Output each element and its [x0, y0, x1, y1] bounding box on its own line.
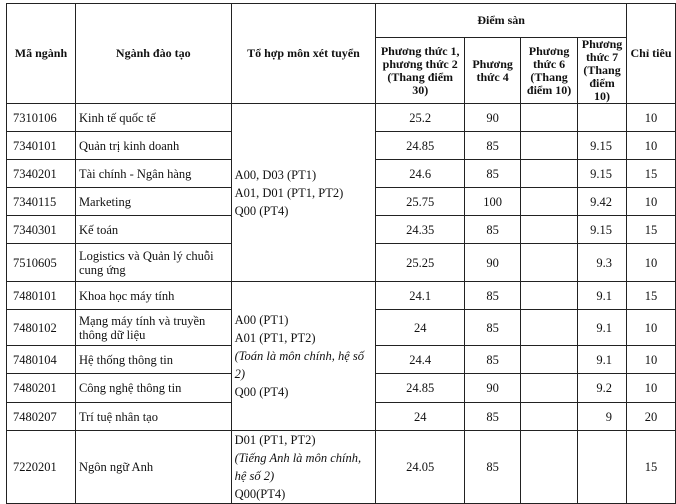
m7-cell: 9.1 [578, 346, 627, 374]
m7-cell: 9.15 [578, 132, 627, 160]
m12-cell: 24 [376, 403, 465, 431]
m4-cell: 85 [465, 282, 521, 310]
m6-cell [521, 104, 578, 132]
major-cell: Công nghệ thông tin [75, 374, 231, 403]
header-combo: Tổ hợp môn xét tuyển [231, 4, 376, 104]
code-cell: 7340101 [7, 132, 76, 160]
m7-cell: 9.42 [578, 188, 627, 216]
m12-cell: 25.2 [376, 104, 465, 132]
major-cell: Trí tuệ nhân tạo [75, 403, 231, 431]
combo-line: A01 (PT1, PT2) [234, 331, 316, 345]
m4-cell: 85 [465, 431, 521, 504]
combo-line: Q00(PT4) [234, 487, 286, 501]
header-method-7: Phương thức 7 (Thang điểm 10) [578, 38, 627, 104]
m7-cell [578, 104, 627, 132]
header-code: Mã ngành [7, 4, 76, 104]
m6-cell [521, 188, 578, 216]
m7-cell [578, 431, 627, 504]
m12-cell: 25.25 [376, 244, 465, 282]
code-cell: 7220201 [7, 431, 76, 504]
m6-cell [521, 132, 578, 160]
code-cell: 7310106 [7, 104, 76, 132]
table-row [7, 431, 676, 504]
code-cell: 7480104 [7, 346, 76, 374]
m12-cell: 25.75 [376, 188, 465, 216]
quota-cell: 20 [627, 403, 676, 431]
m7-cell: 9.15 [578, 160, 627, 188]
major-cell: Kinh tế quốc tế [75, 104, 231, 132]
code-cell: 7340301 [7, 216, 76, 244]
m6-cell [521, 244, 578, 282]
quota-cell: 15 [627, 282, 676, 310]
quota-cell: 15 [627, 431, 676, 504]
code-cell: 7480207 [7, 403, 76, 431]
major-cell: Marketing [75, 188, 231, 216]
quota-cell: 10 [627, 104, 676, 132]
admission-score-table [6, 3, 676, 504]
m12-cell: 24.85 [376, 132, 465, 160]
m6-cell [521, 282, 578, 310]
combo-line: Q00 (PT4) [234, 203, 289, 218]
code-cell: 7480101 [7, 282, 76, 310]
code-cell: 7340115 [7, 188, 76, 216]
quota-cell: 10 [627, 188, 676, 216]
major-cell: Quản trị kinh doanh [75, 132, 231, 160]
m7-cell: 9.15 [578, 216, 627, 244]
m4-cell: 100 [465, 188, 521, 216]
quota-cell: 10 [627, 374, 676, 403]
m12-cell: 24.35 [376, 216, 465, 244]
m7-cell: 9.1 [578, 282, 627, 310]
m12-cell: 24.4 [376, 346, 465, 374]
major-cell: Ngôn ngữ Anh [75, 431, 231, 504]
m12-cell: 24.1 [376, 282, 465, 310]
combo-note: (Toán là môn chính, hệ số 2) [234, 349, 364, 381]
m6-cell [521, 431, 578, 504]
quota-cell: 10 [627, 346, 676, 374]
header-quota: Chỉ tiêu [627, 4, 676, 104]
quota-cell: 10 [627, 132, 676, 160]
header-major: Ngành đào tạo [75, 4, 231, 104]
m4-cell: 85 [465, 346, 521, 374]
m7-cell: 9 [578, 403, 627, 431]
m6-cell [521, 310, 578, 346]
major-cell: Mạng máy tính và truyền thông dữ liệu [75, 310, 231, 346]
quota-cell: 10 [627, 310, 676, 346]
m7-cell: 9.3 [578, 244, 627, 282]
major-cell: Tài chính - Ngân hàng [75, 160, 231, 188]
combo-line: D01 (PT1, PT2) [234, 433, 316, 447]
combo-line: A01, D01 (PT1, PT2) [234, 185, 344, 200]
m12-cell: 24 [376, 310, 465, 346]
m12-cell: 24.85 [376, 374, 465, 403]
m7-cell: 9.1 [578, 310, 627, 346]
combo-group-2 [231, 282, 376, 431]
m4-cell: 90 [465, 104, 521, 132]
table-row [7, 282, 676, 310]
code-cell: 7480201 [7, 374, 76, 403]
header-method-1-2: Phương thức 1, phương thức 2 (Thang điểm 30) [376, 38, 465, 104]
m4-cell: 85 [465, 403, 521, 431]
m6-cell [521, 403, 578, 431]
m4-cell: 90 [465, 244, 521, 282]
m4-cell: 85 [465, 216, 521, 244]
combo-group-1 [231, 104, 376, 282]
m6-cell [521, 160, 578, 188]
major-cell: Hệ thống thông tin [75, 346, 231, 374]
combo-note: (Tiếng Anh là môn chính, hệ số 2) [234, 451, 362, 483]
major-cell: Logistics và Quản lý chuỗi cung ứng [75, 244, 231, 282]
m12-cell: 24.05 [376, 431, 465, 504]
code-cell: 7340201 [7, 160, 76, 188]
m4-cell: 85 [465, 132, 521, 160]
m6-cell [521, 216, 578, 244]
m4-cell: 85 [465, 310, 521, 346]
major-cell: Kế toán [75, 216, 231, 244]
combo-group-3 [231, 431, 376, 504]
m6-cell [521, 374, 578, 403]
code-cell: 7510605 [7, 244, 76, 282]
m4-cell: 90 [465, 374, 521, 403]
table-row [7, 104, 676, 132]
quota-cell: 10 [627, 244, 676, 282]
quota-cell: 15 [627, 216, 676, 244]
m7-cell: 9.2 [578, 374, 627, 403]
combo-line: A00, D03 (PT1) [234, 167, 317, 182]
header-score-floor: Điểm sàn [376, 4, 627, 38]
major-cell: Khoa học máy tính [75, 282, 231, 310]
quota-cell: 15 [627, 160, 676, 188]
combo-line: A00 (PT1) [234, 313, 289, 327]
m6-cell [521, 346, 578, 374]
code-cell: 7480102 [7, 310, 76, 346]
m12-cell: 24.6 [376, 160, 465, 188]
header-method-4: Phương thức 4 [465, 38, 521, 104]
header-method-6: Phương thức 6 (Thang điểm 10) [521, 38, 578, 104]
m4-cell: 85 [465, 160, 521, 188]
combo-line: Q00 (PT4) [234, 385, 289, 399]
